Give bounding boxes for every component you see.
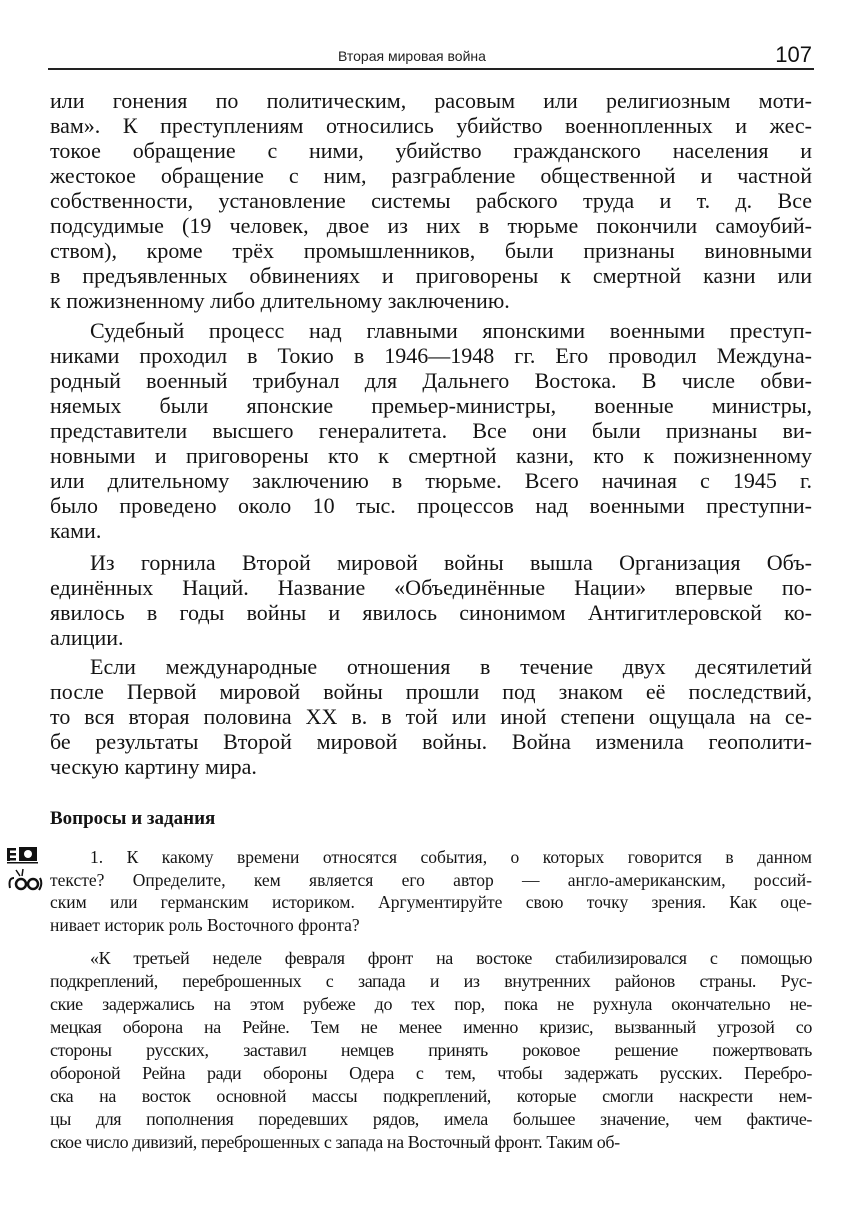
text-line: нивает историк роль Восточного фронта? xyxy=(50,915,360,936)
text-line: Судебный процесс над главными японскими военными преступ- xyxy=(90,318,812,343)
text-line: Из горнила Второй мировой войны вышла Организация Объ- xyxy=(90,550,812,575)
text-line: к пожизненному либо длительному заключению. xyxy=(50,288,510,313)
text-line: стороны русских, заставил немцев принять роковое решение пожертвовать xyxy=(50,1040,812,1060)
text-line: тексте? Определите, кем является его автор — англо-американским, россий- xyxy=(50,869,812,890)
text-line: ские задержались на этом рубеже до тех пор, пока не рухнула окончательно не- xyxy=(50,994,812,1014)
text-line: было проведено около 10 тыс. процессов над военными преступни- xyxy=(50,493,812,518)
source-analysis-icon xyxy=(6,866,46,899)
text-line: представители высшего генералитета. Все они были признаны ви- xyxy=(50,418,812,443)
text-line: «К третьей неделе февраля фронт на востоке стабилизировался с помощью xyxy=(90,948,812,968)
text-line: явилось в годы войны и явилось синонимом Антигитлеровской ко- xyxy=(50,600,812,625)
text-line: токое обращение с ними, убийство гражданского населения и xyxy=(50,138,812,163)
text-line: или длительному заключению в тюрьме. Всего начиная с 1945 г. xyxy=(50,468,812,493)
quote-excerpt xyxy=(50,947,812,1154)
text-line: после Первой мировой войны прошли под знаком её последствий, xyxy=(50,679,812,704)
question-1 xyxy=(50,846,812,937)
text-line: ским или германским историком. Аргументируйте свою точку зрения. Как оце- xyxy=(50,892,812,913)
text-line: единённых Наций. Название «Объединённые Нации» впервые по- xyxy=(50,575,812,600)
text-line: или гонения по политическим, расовым или религиозным моти- xyxy=(50,88,812,113)
running-header xyxy=(48,44,814,70)
paragraph xyxy=(50,318,812,543)
text-line: родный военный трибунал для Дальнего Востока. В числе обви- xyxy=(50,368,812,393)
text-line: бе результаты Второй мировой войны. Война изменила геополити- xyxy=(50,729,812,754)
text-line: в предъявленных обвинениях и приговорены к смертной казни или xyxy=(50,263,812,288)
text-line: никами проходил в Токио в 1946—1948 гг. Его проводил Междуна- xyxy=(50,343,812,368)
text-line: собственности, установление системы рабского труда и т. д. Все xyxy=(50,188,812,213)
text-line: 1. К какому времени относятся события, о которых говорится в данном xyxy=(90,847,812,867)
text-line: новными и приговорены кто к смертной казни, кто к пожизненному xyxy=(50,443,812,468)
text-line: алиции. xyxy=(50,625,124,650)
text-line: ками. xyxy=(50,518,102,543)
text-line: подкреплений, переброшенных с запада и из внутренних районов страны. Рус- xyxy=(50,971,812,991)
text-line: мецкая оборона на Рейне. Тем не менее именно кризис, вызванный угрозой со xyxy=(50,1017,812,1037)
text-line: ское число дивизий, переброшенных с запада на Восточный фронт. Таким об- xyxy=(50,1132,620,1152)
section-title: Вторая мировая война xyxy=(338,48,486,64)
text-line: обороной Рейна ради обороны Одера с тем, чтобы задержать русских. Перебро- xyxy=(50,1063,812,1083)
paragraph xyxy=(50,654,812,779)
paragraph xyxy=(50,550,812,650)
text-line: Если международные отношения в течение двух десятилетий xyxy=(90,654,812,679)
text-line: вам». К преступлениям относились убийство военнопленных и жес- xyxy=(50,113,812,138)
paragraph xyxy=(50,88,812,313)
text-line: подсудимые (19 человек, двое из них в тюрьме покончили самоубий- xyxy=(50,213,812,238)
text-line: то вся вторая половина XX в. в той или иной степени ощущала на се- xyxy=(50,704,812,729)
text-line: няемых были японские премьер-министры, военные министры, xyxy=(50,393,812,418)
text-line: ска на восток основной массы подкреплений, которые смогли наскрести нем- xyxy=(50,1086,812,1106)
text-line: ством), кроме трёх промышленников, были признаны виновными xyxy=(50,238,812,263)
questions-heading: Вопросы и задания xyxy=(50,808,216,829)
page-number: 107 xyxy=(775,42,812,67)
text-line: цы для пополнения поредевших рядов, имела большее значение, чем фактиче- xyxy=(50,1109,812,1129)
text-line: ческую картину мира. xyxy=(50,754,257,779)
text-line: жестокое обращение с ним, разграбление общественной и частной xyxy=(50,163,812,188)
